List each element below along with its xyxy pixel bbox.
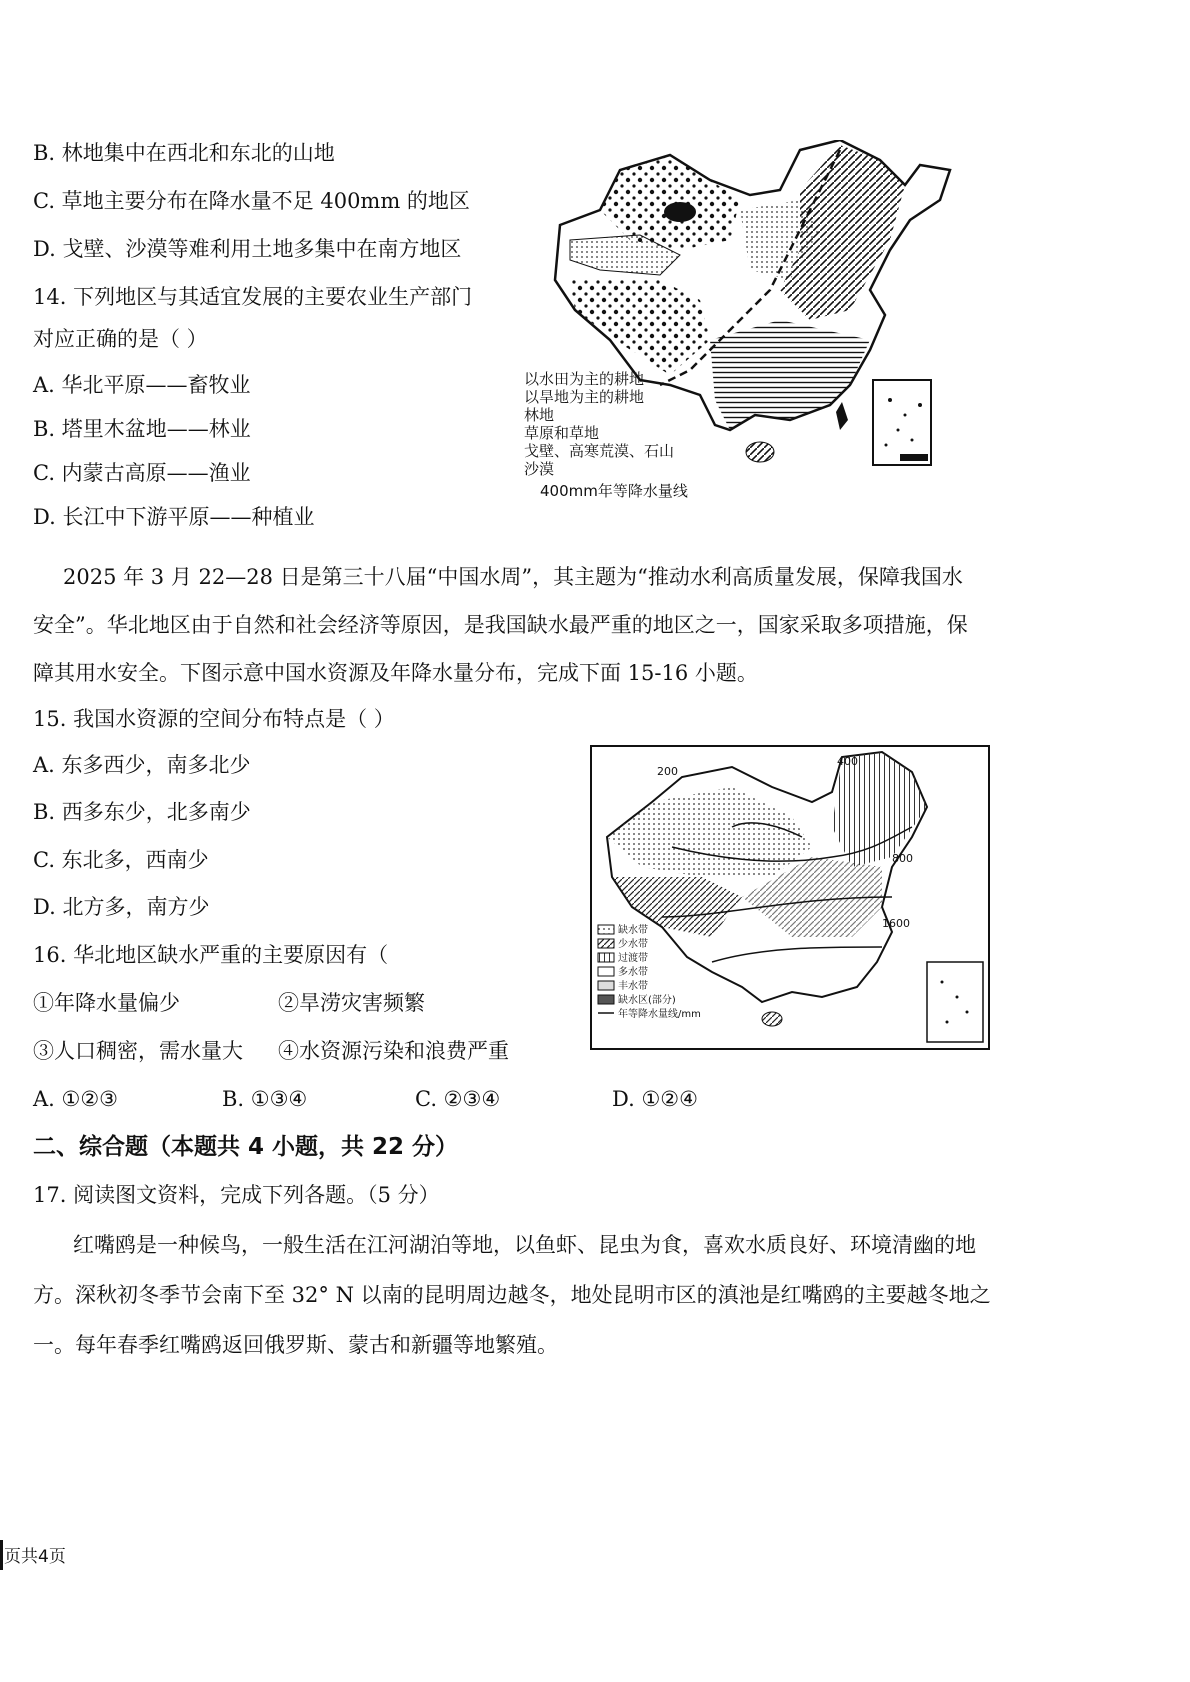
q14-stem-line1: 14. 下列地区与其适宜发展的主要农业生产部门 [33, 285, 473, 309]
intro-line3: 障其用水安全。下图示意中国水资源及年降水量分布，完成下面 15-16 小题。 [33, 661, 758, 685]
q15-option-a: A. 东多西少，南多北少 [33, 753, 251, 777]
south-sea-inset [873, 380, 931, 465]
q15-option-d: D. 北方多，南方少 [33, 895, 210, 919]
q13-option-d: D. 戈壁、沙漠等难利用土地多集中在南方地区 [33, 237, 462, 261]
water-legend-3: 多水带 [618, 967, 648, 978]
water-legend-1: 少水带 [618, 939, 648, 950]
q17-para-line2: 方。深秋初冬季节会南下至 32° N 以南的昆明周边越冬，地处昆明市区的滇池是红嘴鸥的主要越冬地之 [33, 1283, 991, 1307]
q16-item-4: ④水资源污染和浪费严重 [278, 1039, 509, 1063]
legend-desert: 沙漠 [524, 460, 555, 478]
section-2-title: 二、综合题（本题共 4 小题，共 22 分） [33, 1134, 459, 1160]
q16-option-a: A. ①②③ [33, 1087, 118, 1111]
q15-option-c: C. 东北多，西南少 [33, 848, 209, 872]
q16-stem: 16. 华北地区缺水严重的主要原因有（ [33, 943, 389, 967]
q16-item-1: ①年降水量偏少 [33, 991, 180, 1015]
q16-item-2: ②旱涝灾害频繁 [278, 991, 425, 1015]
q13-option-c: C. 草地主要分布在降水量不足 400mm 的地区 [33, 189, 470, 213]
q16-option-c: C. ②③④ [415, 1087, 501, 1111]
land-use-map [540, 140, 1015, 540]
q17-stem: 17. 阅读图文资料，完成下列各题。（5 分） [33, 1183, 440, 1207]
isohyet-label-1600: 1600 [882, 917, 910, 930]
q17-para-line1: 红嘴鸥是一种候鸟，一般生活在江河湖泊等地，以鱼虾、昆虫为食，喜欢水质良好、环境清幽的地 [73, 1233, 976, 1257]
q16-option-d: D. ①②④ [612, 1087, 698, 1111]
water-legend-4: 丰水带 [618, 981, 648, 992]
q14-option-c: C. 内蒙古高原——渔业 [33, 461, 251, 485]
q17-para-line3: 一。每年春季红嘴鸥返回俄罗斯、蒙古和新疆等地繁殖。 [33, 1333, 558, 1357]
q14-option-a: A. 华北平原——畜牧业 [33, 373, 251, 397]
legend-forest: 林地 [524, 406, 555, 424]
q14-option-b: B. 塔里木盆地——林业 [33, 417, 251, 441]
water-legend-6: 年等降水量线/mm [618, 1009, 701, 1020]
water-resources-map [590, 745, 990, 1050]
water-legend-5: 缺水区(部分) [618, 995, 676, 1006]
q14-option-d: D. 长江中下游平原——种植业 [33, 505, 315, 529]
legend-gobi: 戈壁、高寒荒漠、石山 [524, 442, 675, 460]
q16-item-3: ③人口稠密，需水量大 [33, 1039, 243, 1063]
page-footer: 页共4页 [4, 1547, 66, 1567]
legend-paddy: 以水田为主的耕地 [524, 370, 645, 388]
water-legend-0: 缺水带 [618, 925, 648, 936]
isohyet-label-200: 200 [657, 765, 678, 778]
intro-line2: 安全”。华北地区由于自然和社会经济等原因，是我国缺水最严重的地区之一，国家采取多项措施，保 [33, 613, 968, 637]
south-sea-inset-2 [927, 962, 983, 1042]
legend-grassland: 草原和草地 [524, 424, 600, 442]
legend-dryland: 以旱地为主的耕地 [524, 388, 645, 406]
isohyet-label-800: 800 [892, 852, 913, 865]
legend-isohyet: 400mm年等降水量线 [540, 482, 688, 500]
q14-stem-line2: 对应正确的是（ ） [33, 327, 208, 351]
isohyet-label-400: 400 [837, 755, 858, 768]
q15-stem: 15. 我国水资源的空间分布特点是（ ） [33, 707, 395, 731]
page-edge-mark [0, 1540, 3, 1570]
q15-option-b: B. 西多东少，北多南少 [33, 800, 251, 824]
q16-option-b: B. ①③④ [222, 1087, 308, 1111]
intro-line1: 2025 年 3 月 22—28 日是第三十八届“中国水周”，其主题为“推动水利高质量发展，保障我国水 [63, 565, 963, 589]
water-legend-2: 过渡带 [618, 953, 648, 964]
q13-option-b: B. 林地集中在西北和东北的山地 [33, 141, 335, 165]
